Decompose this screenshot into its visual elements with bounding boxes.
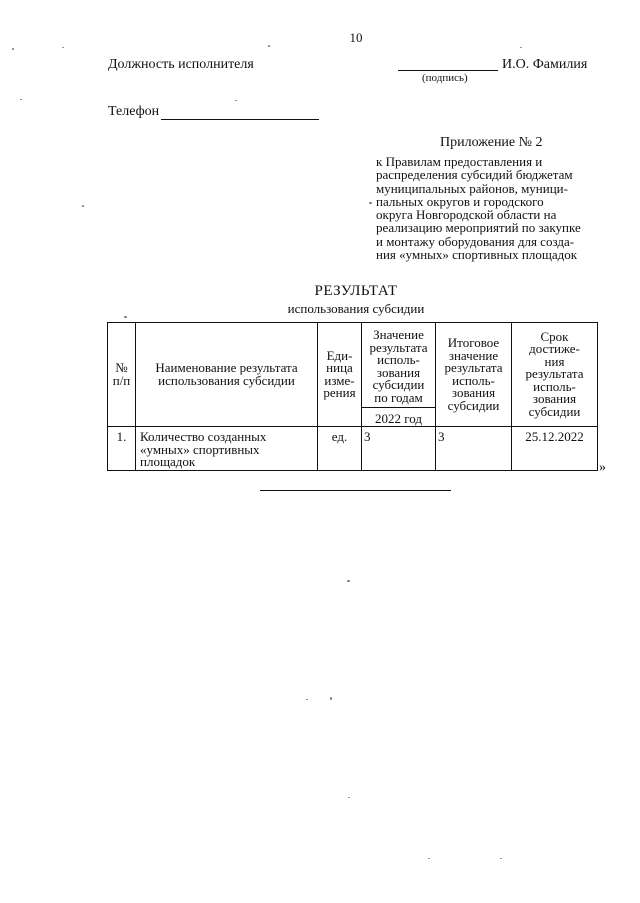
scan-speck: [347, 580, 350, 582]
header-text: достиже-: [529, 341, 580, 357]
scan-speck: [520, 47, 522, 48]
annex-line: и монтажу оборудования для созда-: [376, 233, 575, 249]
cell-text: площадок: [140, 454, 196, 469]
scan-speck: [330, 697, 332, 700]
header-text: результата: [444, 360, 503, 375]
header-text: значение: [448, 347, 499, 363]
cell-unit: ед.: [318, 427, 362, 471]
header-total: [436, 323, 512, 427]
header-num: [108, 323, 136, 427]
header-text: исполь-: [452, 372, 495, 388]
scan-speck: [235, 100, 237, 101]
header-deadline: [512, 323, 598, 427]
cell-num: 1.: [108, 427, 136, 471]
header-year: 2022 год: [362, 408, 436, 427]
annex-text: [376, 155, 606, 261]
header-value: [362, 323, 436, 408]
header-text: исполь-: [377, 352, 420, 367]
annex-line: распределения субсидий бюджетам: [376, 167, 573, 183]
annex-line: реализацию мероприятий по закупке: [376, 220, 581, 236]
header-text: зования: [532, 391, 577, 407]
header-text: Наименование результата: [155, 360, 298, 375]
header-unit: [318, 323, 362, 427]
header-text: ния: [544, 353, 565, 369]
header-text: использования субсидии: [158, 372, 295, 388]
scan-speck: [306, 699, 308, 700]
document-title: РЕЗУЛЬТАТ: [314, 283, 398, 299]
header-name: [136, 323, 318, 427]
scan-speck: [12, 48, 14, 50]
scan-speck: [268, 45, 270, 47]
cell-total: 3: [436, 427, 512, 471]
header-text: изме-: [324, 372, 355, 388]
phone-line: [161, 106, 319, 120]
header-text: п/п: [112, 372, 131, 388]
cell-text: Количество созданных: [140, 429, 267, 444]
scan-speck: [428, 858, 430, 859]
annex-line: муниципальных районов, муници-: [376, 180, 568, 196]
signature-caption: (подпись): [422, 72, 468, 84]
header-text: результата: [525, 366, 584, 382]
cell-deadline: 25.12.2022: [512, 427, 598, 471]
table-row: [108, 427, 598, 471]
table-header-row: [108, 323, 598, 408]
header-text: Еди-: [326, 347, 353, 363]
cell-value: 3: [362, 427, 436, 471]
page-number: 10: [349, 30, 363, 45]
scan-speck: [500, 858, 502, 859]
name-label: И.О. Фамилия: [502, 57, 588, 72]
header-text: Срок: [540, 328, 569, 344]
header-text: субсидии: [528, 403, 581, 419]
signature-line: [398, 70, 498, 71]
header-text: результата: [369, 339, 428, 355]
header-text: исполь-: [533, 378, 576, 394]
scan-speck: [82, 205, 84, 207]
scan-speck: [369, 202, 372, 204]
closing-quote: »: [599, 460, 606, 475]
annex-line: пальных округов и городского: [376, 193, 544, 209]
header-text: рения: [323, 385, 356, 400]
header-text: по годам: [374, 389, 423, 405]
phone-label: Телефон: [108, 104, 160, 119]
header-text: Значение: [373, 327, 424, 342]
end-divider: [260, 490, 451, 491]
annex-line: округа Новгородской области на: [376, 207, 557, 223]
header-text: №: [115, 360, 128, 375]
header-text: Итоговое: [447, 335, 500, 350]
header-text: ница: [326, 360, 353, 375]
header-text: субсидии: [447, 397, 500, 413]
annex-line: ния «умных» спортивных площадок: [376, 247, 578, 263]
header-text: субсидии: [372, 377, 425, 392]
scan-speck: [124, 316, 127, 318]
scan-speck: [348, 797, 350, 798]
header-text: зования: [376, 364, 421, 380]
header-text: зования: [451, 385, 496, 400]
results-table: [107, 322, 598, 471]
cell-name: [136, 427, 318, 471]
scan-speck: [20, 99, 22, 100]
document-subtitle: использования субсидии: [287, 301, 425, 316]
scan-speck: [62, 47, 64, 48]
phone-row: [108, 104, 319, 120]
annex-line: к Правилам предоставления и: [376, 154, 543, 169]
cell-text: «умных» спортивных: [140, 441, 260, 457]
annex-title: Приложение № 2: [440, 135, 543, 150]
position-label: Должность исполнителя: [108, 57, 254, 72]
